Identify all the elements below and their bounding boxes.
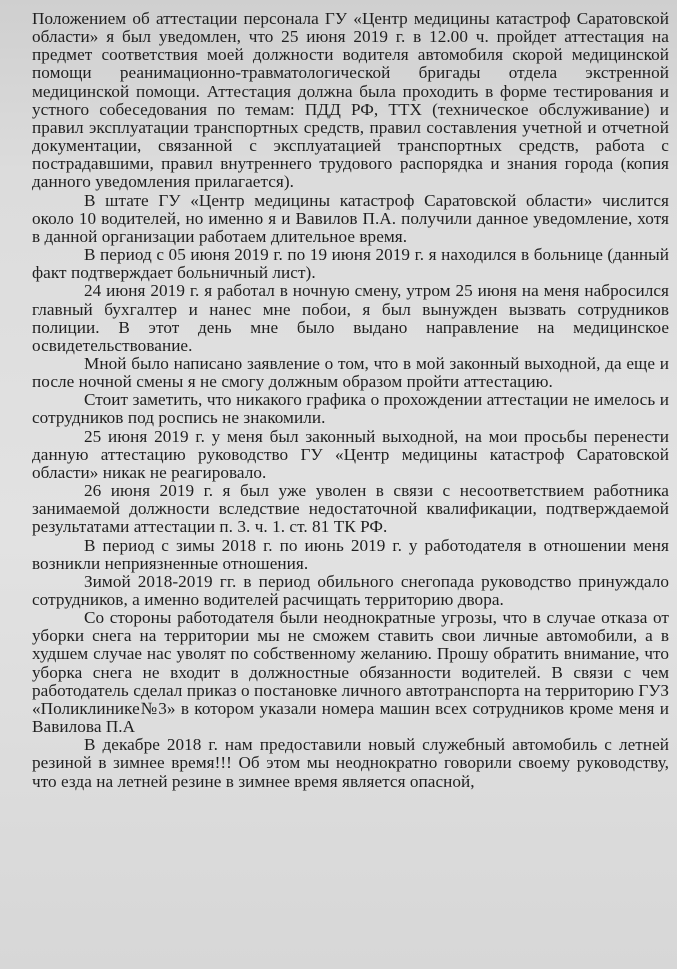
paragraph-attestation-notice: Положением об аттестации персонала ГУ «Центр медицины катастроф Саратовской области» я был уведомлен, что 25 июня 2019 г. в 12.00 ч. пройдет аттестация на предмет соответствия моей должности водителя автомобиля скорой медицинской помощи реанимационно-травматологической бригады отдела экстренной медицинской помощи. Аттестация должна была проходить в форме тестирования и устного собеседования по темам: ПДД РФ, ТТХ (техническое обслуживание) и правил эксплуатации транспортных средств, правил составления учетной и отчетной документации, связанной с эксплуатацией транспортных средств, работа с пострадавшими, правил внутреннего трудового распорядка и знания города (копия данного уведомления прилагается).	[32, 9, 669, 192]
paragraph-staff-drivers: В штате ГУ «Центр медицины катастроф Саратовской области» числится около 10 водителей, но именно я и Вавилов П.А. получили данное уведомление, хотя в данной организации работаем длительное время.	[32, 190, 669, 246]
paragraph-night-shift: 24 июня 2019 г. я работал в ночную смену, утром 25 июня на меня набросился главный бухгалтер и нанес мне побои, я был вынужден вызвать сотрудников полиции. В этот день мне было выдано направление на медицинское освидетельствование.	[32, 281, 669, 355]
paragraph-no-schedule: Стоит заметить, что никакого графика о прохождении аттестации не имелось и сотрудников под роспись не знакомили.	[32, 390, 669, 428]
paragraph-day-off: 25 июня 2019 г. у меня был законный выходной, на мои просьбы перенести данную аттестацию руководство ГУ «Центр медицины катастроф Саратовской области» никак не реагировало.	[32, 426, 669, 482]
paragraph-dismissal: 26 июня 2019 г. я был уже уволен в связи с несоответствием работника занимаемой должности вследствие недостаточной квалификации, подтверждаемой результатами аттестации п. 3. ч. 1. ст. 81 ТК РФ.	[32, 481, 669, 537]
paragraph-statement: Мной было написано заявление о том, что в мой законный выходной, да еще и после ночной смены я не смогу должным образом пройти аттестацию.	[32, 353, 669, 392]
document-body	[32, 10, 669, 791]
paragraph-hostile-relations: В период с зимы 2018 г. по июнь 2019 г. у работодателя в отношении меня возникли неприязненные отношения.	[32, 535, 669, 573]
paragraph-snow-clearing: Зимой 2018-2019 гг. в период обильного снегопада руководство принуждало сотрудников, а именно водителей расчищать территорию двора.	[32, 571, 669, 609]
paragraph-threats: Со стороны работодателя были неоднократные угрозы, что в случае отказа от уборки снега на территории мы не сможем ставить свои личные автомобили, а в худшем случае нас уволят по собственному желанию. Прошу обратить внимание, что уборка снега не входит в должностные обязанности водителей. В связи с чем работодатель сделал приказ о постановке личного автотранспорта на территорию ГУЗ «Поликлинике№3» в котором указали номера машин всех сотрудников кроме меня и Вавилова П.А	[32, 608, 669, 737]
paragraph-hospital-period: В период с 05 июня 2019 г. по 19 июня 2019 г. я находился в больнице (данный факт подтверждает больничный лист).	[32, 245, 669, 283]
paragraph-summer-tires: В декабре 2018 г. нам предоставили новый служебный автомобиль с летней резиной в зимнее время!!! Об этом мы неоднократно говорили своему руководству, что езда на летней резине в зимнее время является опасной,	[32, 735, 669, 791]
